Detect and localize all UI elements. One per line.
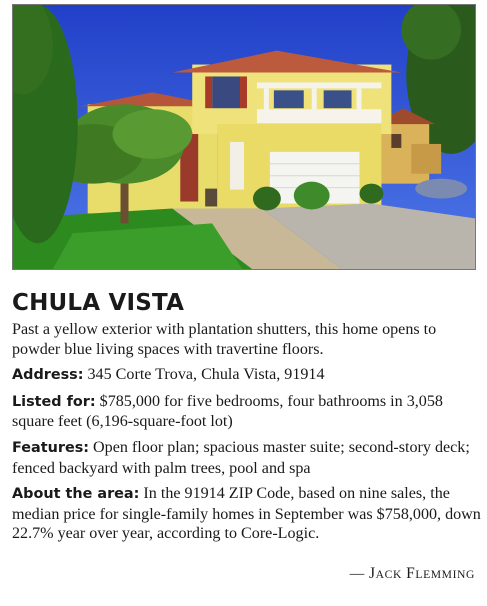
intro-text: Past a yellow exterior with plantation shutters, this home opens to powder blue living spaces with travertine floors. bbox=[12, 321, 437, 358]
area-value: In the 91914 ZIP Code, based on nine sales, the median price for single-family homes in September was $758,000, down 22.7% year over year, according to Core-Logic. bbox=[12, 485, 481, 543]
features-paragraph bbox=[12, 438, 482, 478]
listing-body bbox=[12, 320, 482, 550]
area-label: About the area: bbox=[12, 486, 140, 503]
listed-label: Listed for: bbox=[12, 393, 96, 410]
byline bbox=[350, 565, 475, 583]
intro-paragraph bbox=[12, 320, 482, 359]
features-label: Features: bbox=[12, 439, 90, 456]
page-title: CHULA VISTA bbox=[12, 290, 185, 316]
house-photo bbox=[12, 4, 476, 270]
listed-value: $785,000 for five bedrooms, four bathrooms in 3,058 square feet (6,196-square-foot lot) bbox=[12, 392, 443, 431]
area-paragraph bbox=[12, 484, 482, 544]
address-paragraph bbox=[12, 365, 482, 386]
listed-paragraph bbox=[12, 392, 482, 432]
house-photo-icon bbox=[13, 5, 475, 269]
address-label: Address: bbox=[12, 367, 84, 384]
byline-last-initial: F bbox=[406, 565, 416, 582]
features-value: Open floor plan; spacious master suite; second-story deck; fenced backyard with palm trees, pool and spa bbox=[12, 438, 470, 477]
byline-dash: — bbox=[349, 566, 370, 582]
byline-first-initial: J bbox=[369, 565, 376, 582]
address-value: 345 Corte Trova, Chula Vista, 91914 bbox=[83, 366, 325, 384]
byline-last-rest: LEMMING bbox=[415, 568, 475, 581]
byline-first-rest: ACK bbox=[375, 568, 402, 581]
